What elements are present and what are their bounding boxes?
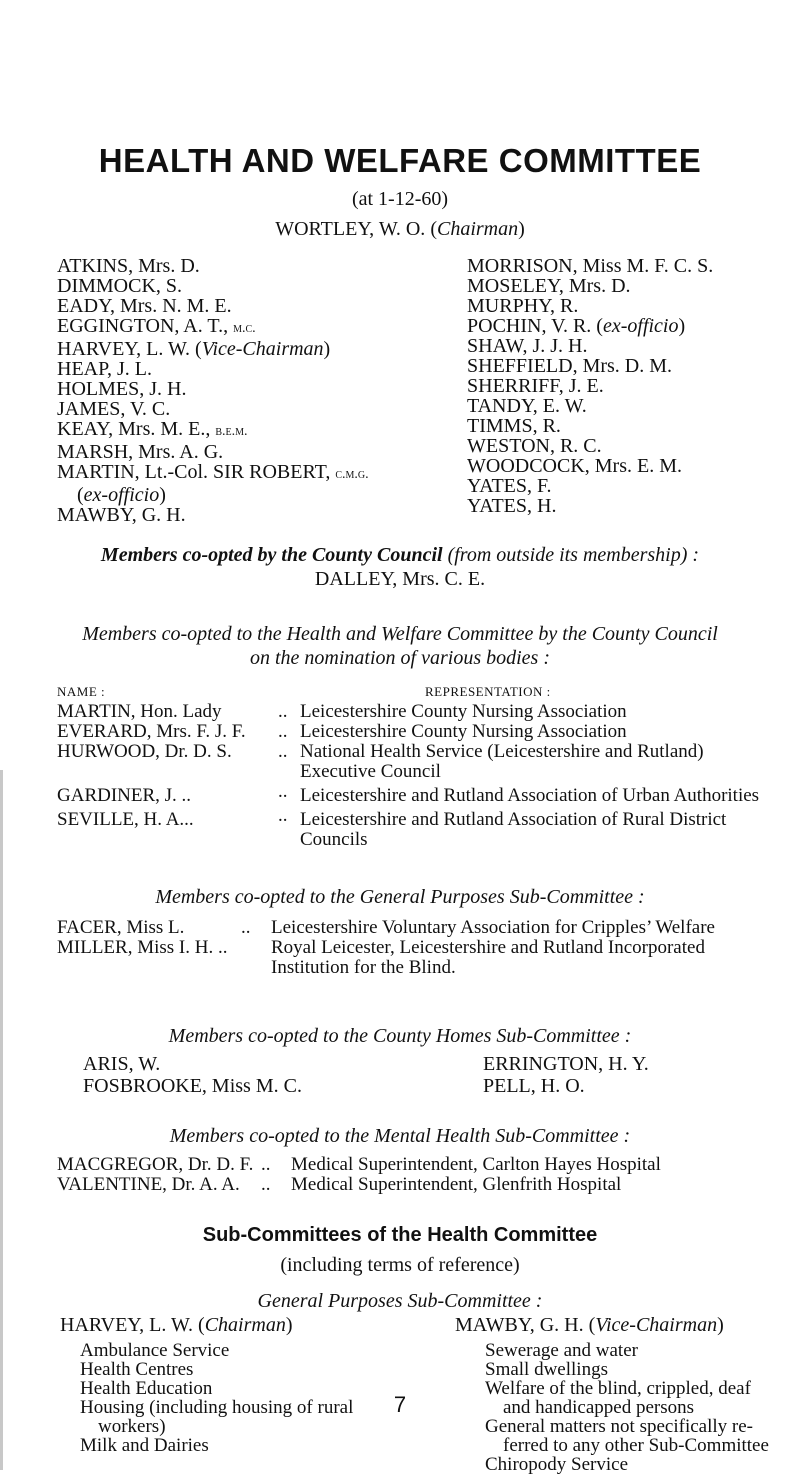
member-entry: JAMES, V. C. bbox=[57, 398, 171, 420]
list-item: Milk and Dairies bbox=[80, 1435, 209, 1456]
member-entry: ERRINGTON, H. Y. bbox=[483, 1053, 649, 1075]
coopted-cc-heading: Members co-opted by the County Council (from outside its membership) : bbox=[100, 544, 700, 566]
member-entry: MAWBY, G. H. bbox=[57, 504, 186, 526]
scan-edge-line bbox=[0, 770, 3, 1470]
member-entry: KEAY, Mrs. M. E., b.e.m. bbox=[57, 418, 248, 440]
member-entry: MORRISON, Miss M. F. C. S. bbox=[467, 255, 714, 277]
list-item: Sewerage and water bbox=[485, 1340, 638, 1361]
member-entry: HARVEY, L. W. (Vice-Chairman) bbox=[57, 338, 331, 360]
coopted-cc-member: DALLEY, Mrs. C. E. bbox=[314, 568, 486, 590]
gp-chairman: HARVEY, L. W. (Chairman) bbox=[60, 1314, 293, 1336]
ch-coopted-heading: Members co-opted to the County Homes Sub-Committee : bbox=[168, 1025, 632, 1047]
member-entry: (ex-officio) bbox=[77, 484, 166, 506]
list-item: General matters not specifically re- bbox=[485, 1416, 753, 1437]
table-header-row bbox=[57, 682, 762, 702]
member-entry: DIMMOCK, S. bbox=[57, 275, 183, 297]
member-entry: YATES, F. bbox=[467, 475, 552, 497]
table-row: MILLER, Miss I. H. .. Royal Leicester, Leicestershire and Rutland Incorporated Institution for the Blind. bbox=[57, 937, 705, 978]
table-row: SEVILLE, H. A... .. Leicestershire and Rutland Association of Rural District Councils bbox=[57, 805, 727, 850]
member-entry: EGGINGTON, A. T., m.c. bbox=[57, 315, 256, 337]
list-item: Housing (including housing of rural bbox=[80, 1397, 354, 1418]
table-row: EVERARD, Mrs. F. J. F. .. Leicestershire County Nursing Association bbox=[57, 721, 627, 742]
member-entry: SHEFFIELD, Mrs. D. M. bbox=[467, 355, 673, 377]
member-entry: PELL, H. O. bbox=[483, 1075, 585, 1097]
list-item: ferred to any other Sub-Committee bbox=[503, 1435, 769, 1456]
ch-left-column bbox=[83, 1053, 302, 1097]
subcommittees-subheading: (including terms of reference) bbox=[280, 1254, 520, 1276]
list-item: and handicapped persons bbox=[503, 1397, 694, 1418]
ch-right-column bbox=[483, 1053, 649, 1097]
table-row: MACGREGOR, Dr. D. F. .. Medical Superintendent, Carlton Hayes Hospital bbox=[57, 1154, 661, 1175]
member-entry: YATES, H. bbox=[467, 495, 557, 517]
member-entry: ATKINS, Mrs. D. bbox=[57, 255, 200, 277]
gp-vice-chairman: MAWBY, G. H. (Vice-Chairman) bbox=[455, 1314, 724, 1336]
member-entry: SHERRIFF, J. E. bbox=[467, 375, 604, 397]
list-item: Ambulance Service bbox=[80, 1340, 230, 1361]
subcommittees-heading: Sub-Committees of the Health Committee bbox=[202, 1224, 598, 1246]
chairman-role: Chairman bbox=[436, 218, 519, 240]
member-entry: MURPHY, R. bbox=[467, 295, 579, 317]
member-entry: HOLMES, J. H. bbox=[57, 378, 187, 400]
gp-coopted-heading: Members co-opted to the General Purposes Sub-Committee : bbox=[155, 886, 645, 908]
member-entry: SHAW, J. J. H. bbox=[467, 335, 588, 357]
list-item: Chiropody Service bbox=[485, 1454, 629, 1475]
member-entry: WESTON, R. C. bbox=[467, 435, 602, 457]
list-item: workers) bbox=[98, 1416, 166, 1437]
date-line: (at 1-12-60) bbox=[351, 188, 449, 210]
member-entry: TANDY, E. W. bbox=[467, 395, 587, 417]
member-entry: HEAP, J. L. bbox=[57, 358, 153, 380]
table-row: HURWOOD, Dr. D. S. .. National Health Service (Leicestershire and Rutland) Executive Council bbox=[57, 741, 704, 782]
table-row: FACER, Miss L. .. Leicestershire Voluntary Association for Cripples’ Welfare bbox=[57, 917, 715, 938]
page-number: 7 bbox=[393, 1392, 407, 1417]
member-entry: WOODCOCK, Mrs. E. M. bbox=[467, 455, 682, 477]
chairman-name: WORTLEY, W. O. bbox=[275, 218, 426, 240]
member-entry: TIMMS, R. bbox=[467, 415, 561, 437]
column-header-name: NAME : bbox=[57, 684, 106, 699]
mh-coopted-table bbox=[57, 1155, 762, 1195]
members-right-column bbox=[467, 256, 713, 516]
table-row: GARDINER, J. .. .. Leicestershire and Rutland Association of Urban Authorities bbox=[57, 781, 760, 806]
members-left-column bbox=[57, 256, 369, 525]
coopted-nomination-heading: Members co-opted to the Health and Welfare Committee by the County Council on the nomination of various bodies : bbox=[82, 623, 718, 669]
table-row: MARTIN, Hon. Lady .. Leicestershire County Nursing Association bbox=[57, 701, 627, 722]
mh-coopted-heading: Members co-opted to the Mental Health Sub-Committee : bbox=[169, 1125, 631, 1147]
gp-subcommittee-title: General Purposes Sub-Committee : bbox=[257, 1290, 543, 1312]
nomination-table bbox=[57, 682, 762, 850]
member-entry: FOSBROOKE, Miss M. C. bbox=[83, 1075, 302, 1097]
table-row: VALENTINE, Dr. A. A. .. Medical Superintendent, Glenfrith Hospital bbox=[57, 1174, 622, 1195]
member-entry: EADY, Mrs. N. M. E. bbox=[57, 295, 232, 317]
member-entry: ARIS, W. bbox=[83, 1053, 161, 1075]
column-header-representation: REPRESENTATION : bbox=[425, 684, 551, 699]
chairman-line: WORTLEY, W. O. (Chairman) bbox=[275, 218, 525, 240]
list-item: Health Education bbox=[80, 1378, 213, 1399]
member-entry: MOSELEY, Mrs. D. bbox=[467, 275, 631, 297]
list-item: Welfare of the blind, crippled, deaf bbox=[485, 1378, 751, 1399]
member-entry: MARTIN, Lt.-Col. SIR ROBERT, c.m.g. bbox=[57, 461, 369, 483]
member-entry: POCHIN, V. R. (ex-officio) bbox=[467, 315, 686, 337]
list-item: Small dwellings bbox=[485, 1359, 608, 1380]
list-item: Health Centres bbox=[80, 1359, 194, 1380]
member-entry: MARSH, Mrs. A. G. bbox=[57, 441, 224, 463]
gp-coopted-table bbox=[57, 918, 762, 978]
page-title: HEALTH AND WELFARE COMMITTEE bbox=[98, 142, 702, 179]
